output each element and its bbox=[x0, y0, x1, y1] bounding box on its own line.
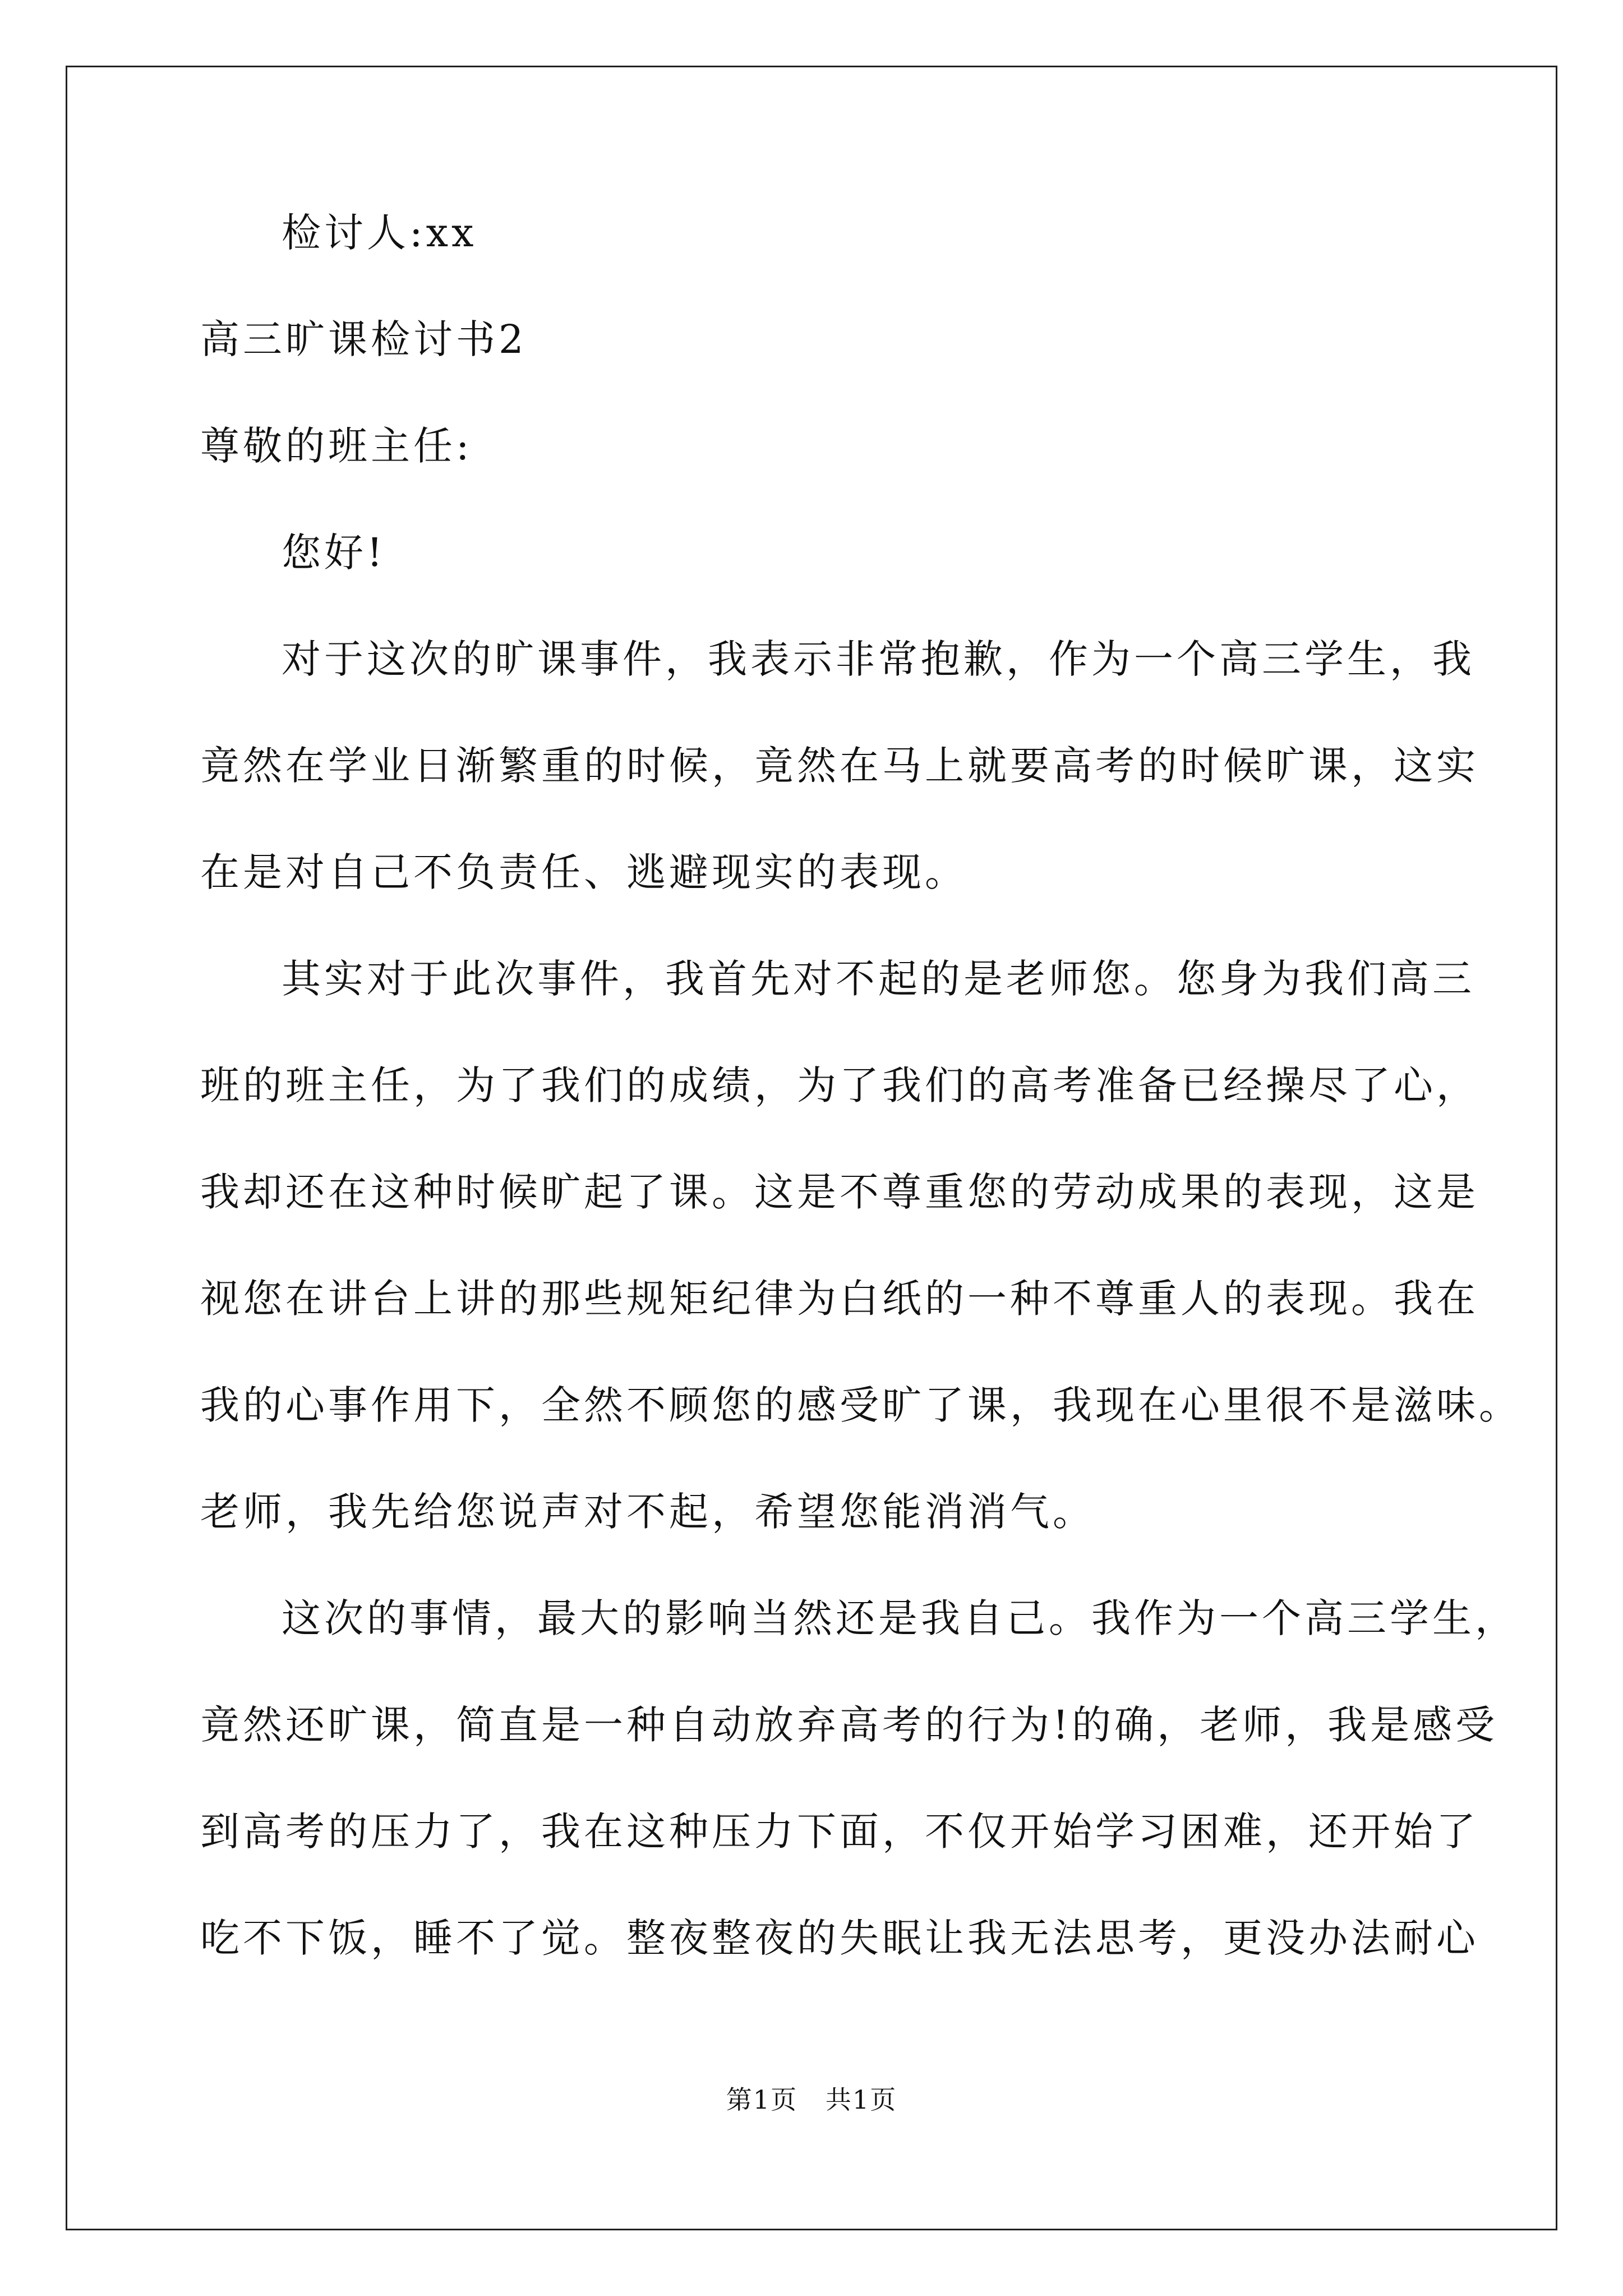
paragraph-1-line-3: 在是对自己不负责任、逃避现实的表现。 bbox=[200, 849, 967, 895]
paragraph-3-line-2: 竟然还旷课，简直是一种自动放弃高考的行为!的确，老师，我是感受 bbox=[200, 1702, 1498, 1748]
paragraph-3-line-4: 吃不下饭，睡不了觉。整夜整夜的失眠让我无法思考，更没办法耐心 bbox=[200, 1915, 1479, 1961]
paragraph-2-line-6: 老师，我先给您说声对不起，希望您能消消气。 bbox=[200, 1489, 1095, 1535]
page-border bbox=[66, 66, 1557, 2230]
paragraph-2-line-1: 其实对于此次事件，我首先对不起的是老师您。您身为我们高三 bbox=[282, 956, 1475, 1002]
paragraph-1-line-1: 对于这次的旷课事件，我表示非常抱歉，作为一个高三学生，我 bbox=[282, 636, 1475, 682]
signature-line: 检讨人:xx bbox=[282, 210, 477, 256]
paragraph-2-line-5: 我的心事作用下，全然不顾您的感受旷了课，我现在心里很不是滋味。 bbox=[200, 1382, 1521, 1428]
paragraph-2-line-4: 视您在讲台上讲的那些规矩纪律为白纸的一种不尊重人的表现。我在 bbox=[200, 1276, 1479, 1322]
paragraph-1-line-2: 竟然在学业日渐繁重的时候，竟然在马上就要高考的时候旷课，这实 bbox=[200, 743, 1479, 789]
greeting: 您好! bbox=[282, 530, 386, 576]
document-title: 高三旷课检讨书2 bbox=[200, 316, 527, 362]
paragraph-2-line-2: 班的班主任，为了我们的成绩，为了我们的高考准备已经操尽了心， bbox=[200, 1062, 1479, 1108]
page-footer: 第1页 共1页 bbox=[726, 2085, 897, 2115]
paragraph-3-line-3: 到高考的压力了，我在这种压力下面，不仅开始学习困难，还开始了 bbox=[200, 1809, 1479, 1855]
paragraph-3-line-1: 这次的事情，最大的影响当然还是我自己。我作为一个高三学生， bbox=[282, 1595, 1518, 1641]
paragraph-2-line-3: 我却还在这种时候旷起了课。这是不尊重您的劳动成果的表现，这是 bbox=[200, 1169, 1479, 1215]
salutation: 尊敬的班主任: bbox=[200, 423, 473, 469]
